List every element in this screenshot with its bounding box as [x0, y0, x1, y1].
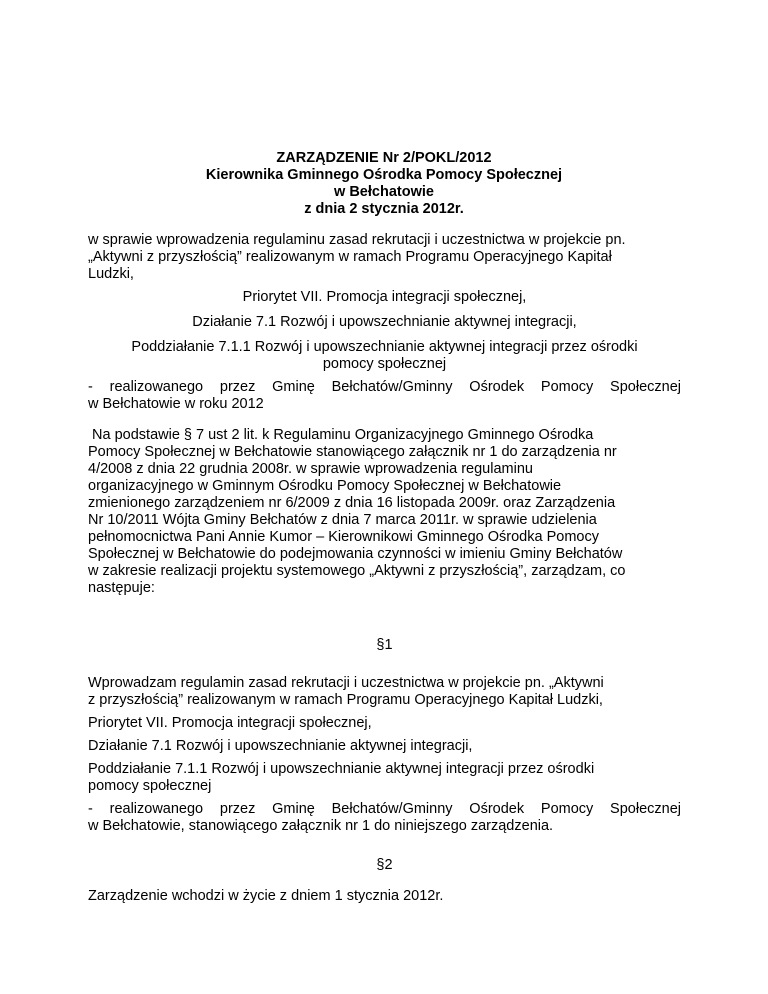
subaction-paragraph — [88, 339, 681, 373]
title-line-3: w Bełchatowie — [334, 184, 434, 200]
section-2-heading: §2 — [376, 857, 393, 873]
title-line-4: z dnia 2 stycznia 2012r. — [304, 201, 464, 217]
realized-paragraph — [88, 379, 681, 413]
basis-line: następuje: — [88, 580, 155, 596]
realized-line: w Bełchatowie w roku 2012 — [88, 396, 264, 412]
intro-line: „Aktywni z przyszłością” realizowanym w ramach Programu Operacyjnego Kapitał — [88, 249, 612, 265]
document-body — [88, 232, 681, 905]
subaction-line: Poddziałanie 7.1.1 Rozwój i upowszechnianie aktywnej integracji przez ośrodki — [131, 339, 638, 355]
section-2-body: Zarządzenie wchodzi w życie z dniem 1 stycznia 2012r. — [88, 888, 444, 904]
basis-line: 4/2008 z dnia 22 grudnia 2008r. w sprawie wprowadzenia regulaminu — [88, 461, 533, 477]
section-1-body — [88, 675, 681, 709]
section-1-realized-line: w Bełchatowie, stanowiącego załącznik nr 1 do niniejszego zarządzenia. — [88, 818, 554, 834]
subaction-line: pomocy społecznej — [322, 356, 447, 372]
document-title — [0, 150, 768, 218]
title-line-1: ZARZĄDZENIE Nr 2/POKL/2012 — [276, 150, 492, 166]
section-1-subaction-line: pomocy społecznej — [88, 778, 212, 794]
section-1-line: z przyszłością” realizowanym w ramach Programu Operacyjnego Kapitał Ludzki, — [88, 692, 603, 708]
section-1-priority: Priorytet VII. Promocja integracji społecznej, — [88, 715, 372, 731]
basis-line: zmienionego zarządzeniem nr 6/2009 z dnia 16 listopada 2009r. oraz Zarządzenia — [88, 495, 616, 511]
section-1-heading: §1 — [376, 637, 393, 653]
legal-basis-paragraph — [88, 427, 681, 597]
section-1-subaction-line: Poddziałanie 7.1.1 Rozwój i upowszechnianie aktywnej integracji przez ośrodki — [88, 761, 595, 777]
intro-line: Ludzki, — [88, 266, 134, 282]
section-1-action: Działanie 7.1 Rozwój i upowszechnianie aktywnej integracji, — [88, 738, 473, 754]
basis-line: Nr 10/2011 Wójta Gminy Bełchatów z dnia 7 marca 2011r. w sprawie udzielenia — [88, 512, 597, 528]
section-1-realized-line: - realizowanego przez Gminę Bełchatów/Gminny Ośrodek Pomocy Społecznej — [88, 801, 681, 817]
realized-line: - realizowanego przez Gminę Bełchatów/Gminny Ośrodek Pomocy Społecznej — [88, 379, 681, 395]
intro-paragraph — [88, 232, 681, 283]
section-1-realized — [88, 801, 681, 835]
intro-line: w sprawie wprowadzenia regulaminu zasad rekrutacji i uczestnictwa w projekcie pn. — [88, 232, 626, 248]
title-line-2: Kierownika Gminnego Ośrodka Pomocy Społecznej — [205, 167, 563, 183]
basis-line: organizacyjnego w Gminnym Ośrodku Pomocy Społecznej w Bełchatowie — [88, 478, 562, 494]
basis-line: w zakresie realizacji projektu systemowego „Aktywni z przyszłością”, zarządzam, co — [88, 563, 626, 579]
basis-line: pełnomocnictwa Pani Annie Kumor – Kierownikowi Gminnego Ośrodka Pomocy — [88, 529, 599, 545]
basis-line: Na podstawie § 7 ust 2 lit. k Regulaminu Organizacyjnego Gminnego Ośrodka — [88, 427, 594, 443]
section-1-subaction — [88, 761, 681, 795]
priority-line: Priorytet VII. Promocja integracji społecznej, — [242, 289, 527, 305]
action-line: Działanie 7.1 Rozwój i upowszechnianie aktywnej integracji, — [192, 314, 577, 330]
section-1-line: Wprowadzam regulamin zasad rekrutacji i uczestnictwa w projekcie pn. „Aktywni — [88, 675, 604, 691]
basis-line: Społecznej w Bełchatowie do podejmowania czynności w imieniu Gminy Bełchatów — [88, 546, 623, 562]
basis-line: Pomocy Społecznej w Bełchatowie stanowiącego załącznik nr 1 do zarządzenia nr — [88, 444, 617, 460]
